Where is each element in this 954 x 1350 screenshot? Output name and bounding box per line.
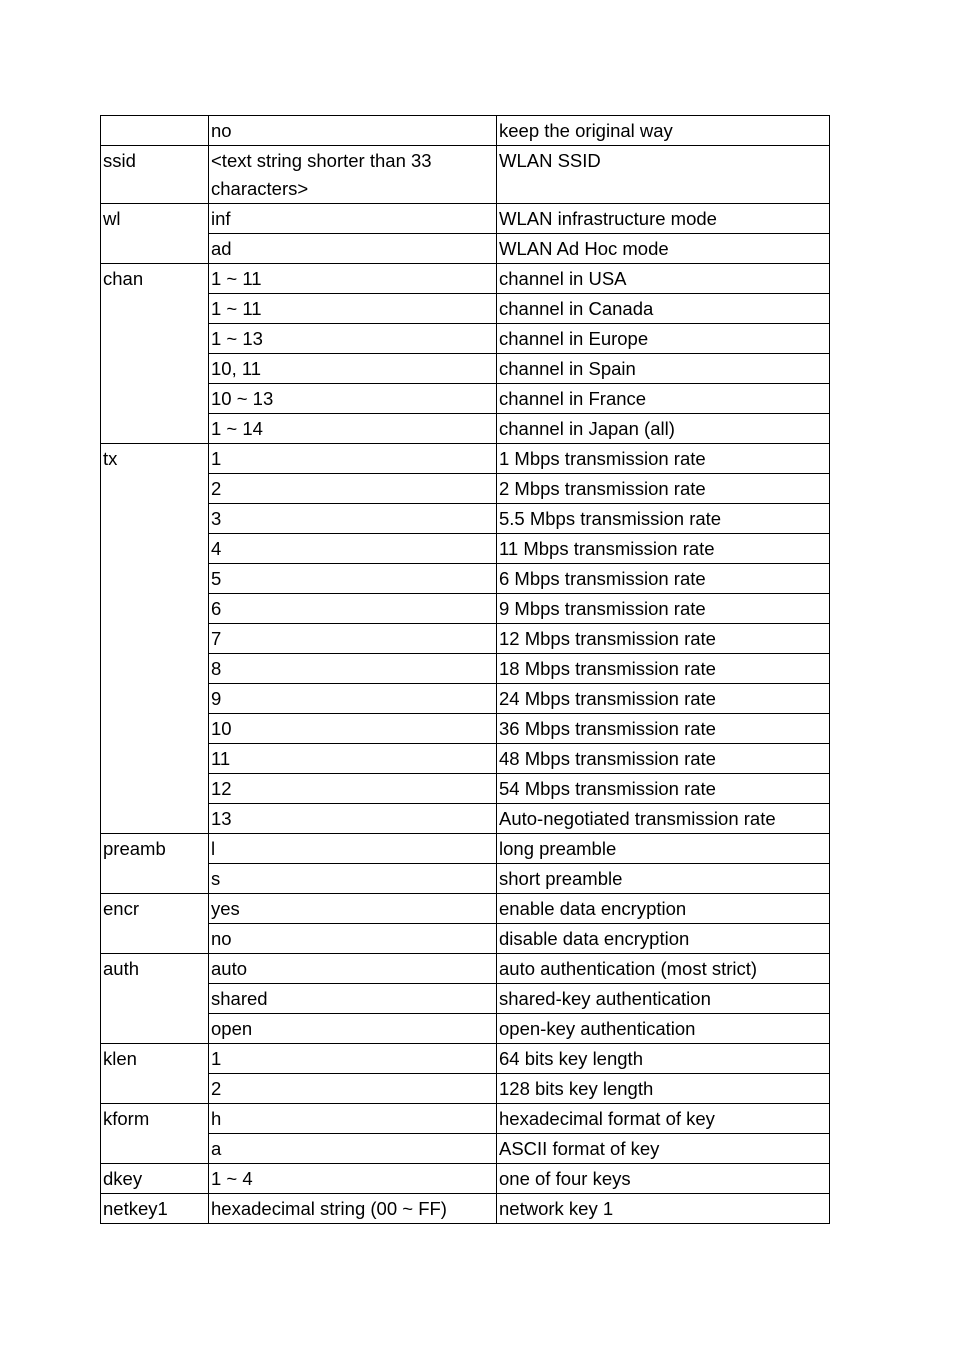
parameter-value-cell: s xyxy=(209,864,497,894)
parameter-description-cell: 18 Mbps transmission rate xyxy=(497,654,830,684)
table-row xyxy=(101,864,830,894)
parameter-value-cell: 3 xyxy=(209,504,497,534)
parameter-description-cell: keep the original way xyxy=(497,116,830,146)
table-row xyxy=(101,1134,830,1164)
parameter-description-cell: 11 Mbps transmission rate xyxy=(497,534,830,564)
parameter-value-cell: 9 xyxy=(209,684,497,714)
parameter-description-cell: 5.5 Mbps transmission rate xyxy=(497,504,830,534)
document-page xyxy=(100,115,829,1224)
parameter-name-cell: auth xyxy=(101,954,209,1044)
parameter-description-cell: WLAN Ad Hoc mode xyxy=(497,234,830,264)
parameter-description-cell: 54 Mbps transmission rate xyxy=(497,774,830,804)
parameter-description-cell: 9 Mbps transmission rate xyxy=(497,594,830,624)
parameter-name-cell: klen xyxy=(101,1044,209,1104)
parameter-value-cell: 2 xyxy=(209,1074,497,1104)
parameter-name-cell: chan xyxy=(101,264,209,444)
table-row xyxy=(101,714,830,744)
parameter-value-cell: ad xyxy=(209,234,497,264)
parameter-name-cell: wl xyxy=(101,204,209,264)
parameter-value-cell: 1 ~ 4 xyxy=(209,1164,497,1194)
table-row xyxy=(101,324,830,354)
parameter-name-cell: netkey1 xyxy=(101,1194,209,1224)
table-row xyxy=(101,924,830,954)
parameter-description-cell: channel in Spain xyxy=(497,354,830,384)
parameter-value-cell: 8 xyxy=(209,654,497,684)
table-row xyxy=(101,684,830,714)
parameter-description-cell: shared-key authentication xyxy=(497,984,830,1014)
parameter-description-cell: Auto-negotiated transmission rate xyxy=(497,804,830,834)
parameter-value-cell: 5 xyxy=(209,564,497,594)
table-row xyxy=(101,954,830,984)
table-row xyxy=(101,294,830,324)
parameter-description-cell: channel in France xyxy=(497,384,830,414)
parameter-description-cell: long preamble xyxy=(497,834,830,864)
parameter-value-cell: 6 xyxy=(209,594,497,624)
parameter-description-cell: short preamble xyxy=(497,864,830,894)
parameter-description-cell: one of four keys xyxy=(497,1164,830,1194)
table-row xyxy=(101,116,830,146)
parameter-value-cell: hexadecimal string (00 ~ FF) xyxy=(209,1194,497,1224)
parameter-description-cell: 2 Mbps transmission rate xyxy=(497,474,830,504)
table-row xyxy=(101,1044,830,1074)
parameter-value-cell: no xyxy=(209,116,497,146)
table-row xyxy=(101,804,830,834)
parameter-value-cell: 1 xyxy=(209,1044,497,1074)
parameter-value-cell: 1 xyxy=(209,444,497,474)
parameter-description-cell: WLAN infrastructure mode xyxy=(497,204,830,234)
table-row xyxy=(101,444,830,474)
parameter-description-cell: 24 Mbps transmission rate xyxy=(497,684,830,714)
parameter-description-cell: 6 Mbps transmission rate xyxy=(497,564,830,594)
table-row xyxy=(101,774,830,804)
parameter-table-body xyxy=(101,116,830,1224)
parameter-value-cell: no xyxy=(209,924,497,954)
parameter-value-cell: 11 xyxy=(209,744,497,774)
parameter-value-cell: open xyxy=(209,1014,497,1044)
parameter-value-cell: 1 ~ 13 xyxy=(209,324,497,354)
parameter-name-cell: kform xyxy=(101,1104,209,1164)
parameter-name-cell: encr xyxy=(101,894,209,954)
table-row xyxy=(101,534,830,564)
table-row xyxy=(101,594,830,624)
parameter-value-cell: shared xyxy=(209,984,497,1014)
parameter-description-cell: 12 Mbps transmission rate xyxy=(497,624,830,654)
parameter-value-cell: 10, 11 xyxy=(209,354,497,384)
table-row xyxy=(101,474,830,504)
table-row xyxy=(101,654,830,684)
table-row xyxy=(101,1014,830,1044)
table-row xyxy=(101,564,830,594)
parameter-name-cell: ssid xyxy=(101,146,209,204)
table-row xyxy=(101,1104,830,1134)
parameter-value-cell: a xyxy=(209,1134,497,1164)
parameter-description-cell: disable data encryption xyxy=(497,924,830,954)
parameter-description-cell: open-key authentication xyxy=(497,1014,830,1044)
parameter-name-cell: tx xyxy=(101,444,209,834)
parameter-description-cell: ASCII format of key xyxy=(497,1134,830,1164)
table-row xyxy=(101,384,830,414)
table-row xyxy=(101,624,830,654)
parameter-value-cell: 10 xyxy=(209,714,497,744)
parameter-description-cell: 128 bits key length xyxy=(497,1074,830,1104)
table-row xyxy=(101,984,830,1014)
parameter-description-cell: WLAN SSID xyxy=(497,146,830,204)
parameter-description-cell: enable data encryption xyxy=(497,894,830,924)
parameter-value-cell: 4 xyxy=(209,534,497,564)
parameter-table xyxy=(100,115,830,1224)
table-row xyxy=(101,204,830,234)
parameter-description-cell: channel in Canada xyxy=(497,294,830,324)
table-row xyxy=(101,1074,830,1104)
parameter-value-cell: l xyxy=(209,834,497,864)
table-row xyxy=(101,894,830,924)
table-row xyxy=(101,234,830,264)
parameter-name-cell: preamb xyxy=(101,834,209,894)
table-row xyxy=(101,1164,830,1194)
parameter-value-cell: 1 ~ 11 xyxy=(209,294,497,324)
parameter-description-cell: channel in USA xyxy=(497,264,830,294)
table-row xyxy=(101,834,830,864)
parameter-description-cell: channel in Japan (all) xyxy=(497,414,830,444)
parameter-value-cell: 12 xyxy=(209,774,497,804)
parameter-value-cell: 2 xyxy=(209,474,497,504)
parameter-description-cell: 1 Mbps transmission rate xyxy=(497,444,830,474)
parameter-value-cell: h xyxy=(209,1104,497,1134)
parameter-value-cell: auto xyxy=(209,954,497,984)
table-row xyxy=(101,414,830,444)
parameter-description-cell: 48 Mbps transmission rate xyxy=(497,744,830,774)
parameter-value-cell: 13 xyxy=(209,804,497,834)
parameter-description-cell: auto authentication (most strict) xyxy=(497,954,830,984)
parameter-value-cell: inf xyxy=(209,204,497,234)
parameter-value-cell: yes xyxy=(209,894,497,924)
parameter-value-cell: 10 ~ 13 xyxy=(209,384,497,414)
table-row xyxy=(101,264,830,294)
table-row xyxy=(101,146,830,204)
parameter-description-cell: 36 Mbps transmission rate xyxy=(497,714,830,744)
table-row xyxy=(101,744,830,774)
parameter-description-cell: channel in Europe xyxy=(497,324,830,354)
parameter-value-cell: 7 xyxy=(209,624,497,654)
parameter-description-cell: 64 bits key length xyxy=(497,1044,830,1074)
parameter-name-cell xyxy=(101,116,209,146)
parameter-value-cell: <text string shorter than 33 characters> xyxy=(209,146,497,204)
parameter-description-cell: hexadecimal format of key xyxy=(497,1104,830,1134)
parameter-name-cell: dkey xyxy=(101,1164,209,1194)
parameter-value-cell: 1 ~ 11 xyxy=(209,264,497,294)
parameter-description-cell: network key 1 xyxy=(497,1194,830,1224)
table-row xyxy=(101,1194,830,1224)
table-row xyxy=(101,354,830,384)
parameter-value-cell: 1 ~ 14 xyxy=(209,414,497,444)
table-row xyxy=(101,504,830,534)
